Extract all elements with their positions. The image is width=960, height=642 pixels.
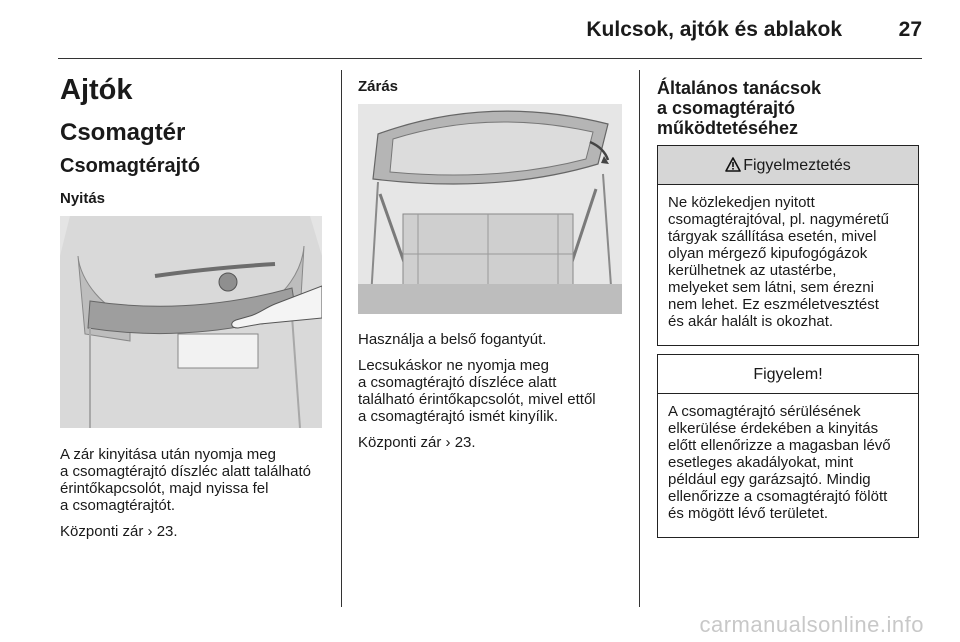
general-advice-heading: Általános tanácsok a csomagtérajtó működtetéséhez	[657, 78, 822, 138]
warning-title: Figyelmeztetés	[743, 157, 851, 174]
warning-text: Ne közlekedjen nyitott csomagtérajtóval, pl. nagyméretű tárgyak szállítása esetén, mivel olyan mérgező kipufogógázok kerülhetnek az utastérbe, melyeket sem látni, sem érezni nem lehet. Ez eszméletvesztést és akár halált is okozhat.	[668, 194, 889, 330]
opening-instructions	[60, 446, 335, 549]
closing-heading: Zárás	[358, 78, 399, 95]
watermark: carmanualsonline.info	[699, 612, 924, 637]
caution-box	[657, 354, 919, 538]
subsection-title: Csomagtér	[60, 119, 186, 146]
page-ref-arrow-icon: ›	[445, 434, 451, 451]
tailgate-opening-drawing	[60, 216, 322, 428]
central-lock-reference: Központi zár › 23.	[60, 523, 178, 540]
page-number: 27	[898, 18, 922, 41]
caution-text: A csomagtérajtó sérülésének elkerülése érdekében a kinyitás előtt ellenőrizze a magasban lévő esetleges akadályokat, mint például egy garázsajtó. Mindig ellenőrizze a csomagtérajtó fölött és mögött lévő területet.	[668, 403, 891, 522]
caution-header: Figyelem!	[658, 355, 918, 394]
warning-triangle-icon	[725, 148, 741, 187]
column-divider-2	[639, 70, 640, 607]
opening-heading: Nyitás	[60, 190, 106, 207]
opening-paragraph: A zár kinyitása után nyomja meg a csomagtérajtó díszléc alatt található érintőkapcsolót, majd nyissa fel a csomagtérajtót.	[60, 446, 311, 514]
closing-paragraph-2: Lecsukáskor ne nyomja meg a csomagtérajtó díszléce alatt található érintőkapcsolót, mivel ettől a csomagtérajtó ismét kinyílik.	[358, 357, 596, 425]
tailgate-closing-drawing	[358, 104, 622, 314]
column-divider-1	[341, 70, 342, 607]
section-title: Ajtók	[60, 74, 133, 106]
topic-title: Csomagtérajtó	[60, 155, 201, 177]
tailgate-opening-illustration	[60, 216, 322, 428]
header-title: Kulcsok, ajtók és ablakok	[586, 18, 842, 41]
closing-instructions	[358, 331, 633, 460]
page-ref-arrow-icon: ›	[147, 523, 153, 540]
warning-box	[657, 145, 919, 346]
warning-header	[658, 146, 918, 185]
central-lock-reference: Központi zár › 23.	[358, 434, 476, 451]
closing-paragraph-1: Használja a belső fogantyút.	[358, 331, 547, 348]
tailgate-closing-illustration	[358, 104, 622, 314]
header-rule	[58, 58, 922, 59]
